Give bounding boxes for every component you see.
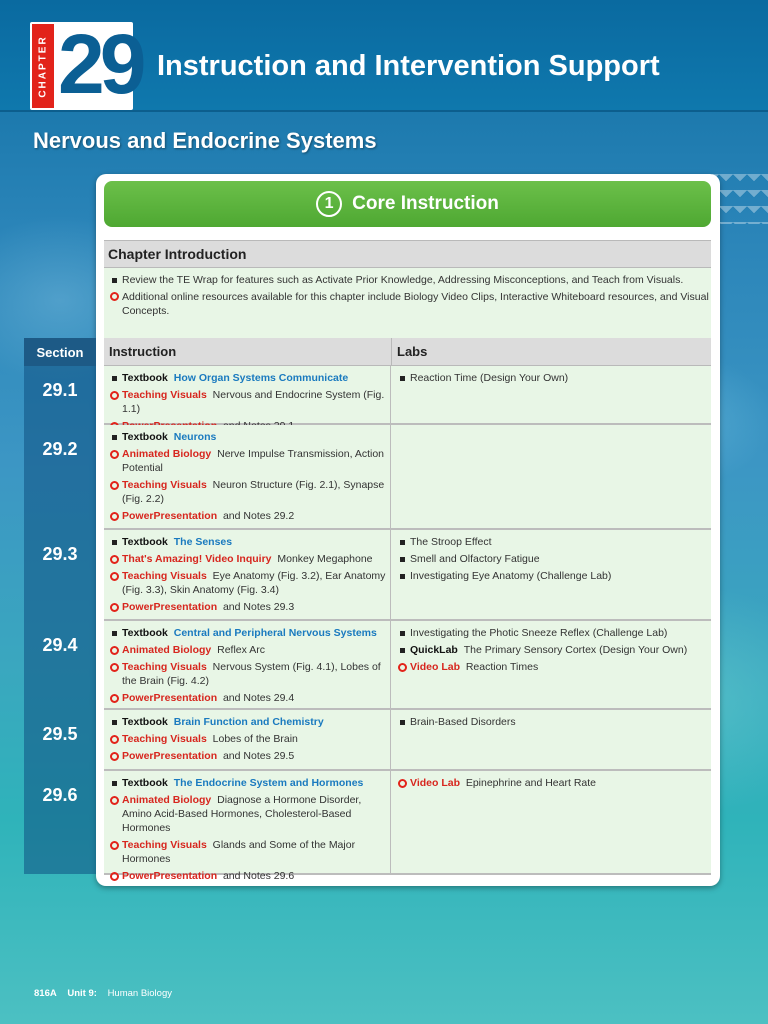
- resource-description: Brain-Based Disorders: [410, 716, 516, 728]
- lab-item: [396, 535, 711, 549]
- instruction-cell: [104, 425, 391, 528]
- online-resource-icon: [110, 872, 119, 881]
- chapter-word: CHAPTER: [37, 34, 49, 98]
- instruction-cell: [104, 771, 391, 882]
- resource-type-label: Teaching Visuals: [122, 839, 207, 851]
- lab-item: [396, 569, 711, 583]
- resource-description: Neuron Structure (Fig. 2.1), Synapse (Fig. 2.2): [122, 479, 385, 505]
- online-resource-icon: [110, 735, 119, 744]
- section-number: 29.5: [42, 724, 78, 744]
- unit-label: Unit 9:: [67, 988, 97, 999]
- labs-cell: [392, 425, 711, 528]
- resource-type-label: Teaching Visuals: [122, 479, 207, 491]
- instruction-item: [108, 660, 390, 688]
- resource-description: Investigating Eye Anatomy (Challenge Lab): [410, 570, 612, 582]
- instruction-item: [108, 569, 390, 597]
- resource-type-label: PowerPresentation: [122, 750, 218, 762]
- resource-description: Nervous and Endocrine System (Fig. 1.1): [122, 389, 385, 415]
- instruction-item: [108, 509, 390, 523]
- textbook-section-link[interactable]: The Endocrine System and Hormones: [173, 777, 364, 789]
- online-resource-icon: [110, 292, 119, 301]
- online-resource-icon: [110, 663, 119, 672]
- resource-description: Monkey Megaphone: [277, 553, 373, 565]
- section-number: 29.3: [42, 544, 78, 564]
- resource-type-label: Textbook: [122, 777, 168, 789]
- online-resource-icon: [110, 391, 119, 400]
- instruction-item: [108, 388, 390, 416]
- instruction-item: [108, 838, 390, 866]
- square-bullet-icon: [400, 557, 405, 562]
- resource-type-label: Animated Biology: [122, 644, 212, 656]
- textbook-section-link[interactable]: The Senses: [173, 536, 233, 548]
- instruction-column-header: Instruction: [104, 338, 392, 366]
- instruction-cell: [104, 621, 391, 708]
- resource-description: Diagnose a Hormone Disorder, Amino Acid-Based Hormones, Cholesterol-Based Hormones: [122, 794, 362, 834]
- resource-description: Reflex Arc: [217, 644, 265, 656]
- unit-name: Human Biology: [107, 988, 172, 999]
- resource-type-label: QuickLab: [410, 644, 458, 656]
- resource-description: Glands and Some of the Major Hormones: [122, 839, 356, 865]
- section-number: 29.4: [42, 635, 78, 655]
- square-bullet-icon: [400, 574, 405, 579]
- resource-description: and Notes 29.5: [222, 750, 295, 762]
- table-row: [104, 710, 711, 771]
- page-number: 816A: [34, 988, 57, 999]
- instruction-item: [108, 869, 390, 883]
- square-bullet-icon: [112, 781, 117, 786]
- instruction-item: [108, 691, 390, 705]
- lab-item: [396, 552, 711, 566]
- lab-item: [396, 626, 711, 640]
- labs-column-header: Labs: [392, 338, 711, 366]
- square-bullet-icon: [400, 540, 405, 545]
- instruction-item: [108, 478, 390, 506]
- instruction-item: [108, 715, 390, 729]
- intro-item: Additional online resources available for this chapter include Biology Video Clips, Interactive Whiteboard resources, and Visual Concepts.: [110, 290, 711, 318]
- resource-description: The Stroop Effect: [410, 536, 492, 548]
- online-resource-icon: [110, 796, 119, 805]
- resource-description: and Notes 29.3: [222, 601, 295, 613]
- resource-type-label: PowerPresentation: [122, 870, 218, 882]
- square-bullet-icon: [400, 376, 405, 381]
- square-bullet-icon: [400, 631, 405, 636]
- table-row: [104, 425, 711, 530]
- instruction-cell: [104, 530, 391, 619]
- textbook-section-link[interactable]: Brain Function and Chemistry: [173, 716, 324, 728]
- resource-description: Nerve Impulse Transmission, Action Potential: [122, 448, 385, 474]
- chapter-word-strip: [32, 24, 54, 108]
- instruction-item: [108, 643, 390, 657]
- resource-description: and Notes 29.2: [222, 510, 295, 522]
- resource-description: Eye Anatomy (Fig. 3.2), Ear Anatomy (Fig. 3.3), Skin Anatomy (Fig. 3.4): [122, 570, 386, 596]
- instruction-item: [108, 447, 390, 475]
- resource-description: Investigating the Photic Sneeze Reflex (Challenge Lab): [410, 627, 668, 639]
- instruction-item: [108, 371, 390, 385]
- resource-description: Lobes of the Brain: [212, 733, 298, 745]
- online-resource-icon: [110, 841, 119, 850]
- table-row: [104, 771, 711, 882]
- resource-type-label: Textbook: [122, 431, 168, 443]
- resource-type-label: Animated Biology: [122, 794, 212, 806]
- resource-description: Reaction Times: [465, 661, 539, 673]
- online-resource-icon: [110, 450, 119, 459]
- instruction-cell: [104, 710, 391, 769]
- labs-cell: [392, 771, 711, 873]
- online-resource-icon: [398, 663, 407, 672]
- core-instruction-label: Core Instruction: [352, 193, 499, 214]
- online-resource-icon: [110, 512, 119, 521]
- section-number: 29.6: [42, 785, 78, 805]
- resource-type-label: Teaching Visuals: [122, 570, 207, 582]
- online-resource-icon: [110, 752, 119, 761]
- online-resource-icon: [110, 572, 119, 581]
- square-bullet-icon: [400, 648, 405, 653]
- online-resource-icon: [110, 481, 119, 490]
- section-column-header: Section: [24, 338, 96, 366]
- instruction-item: [108, 600, 390, 614]
- square-bullet-icon: [112, 631, 117, 636]
- resource-type-label: Textbook: [122, 372, 168, 384]
- chapter-introduction-body: [104, 268, 711, 338]
- table-row: [104, 530, 711, 621]
- resource-type-label: PowerPresentation: [122, 601, 218, 613]
- resource-type-label: Teaching Visuals: [122, 661, 207, 673]
- resource-type-label: Textbook: [122, 716, 168, 728]
- triangle-pattern-decoration: [712, 174, 768, 224]
- lab-item: [396, 643, 711, 657]
- lab-item: [396, 715, 711, 729]
- square-bullet-icon: [112, 720, 117, 725]
- resource-description: Epinephrine and Heart Rate: [465, 777, 596, 789]
- labs-cell: [392, 621, 711, 708]
- online-resource-icon: [110, 694, 119, 703]
- instruction-item: [108, 552, 390, 566]
- square-bullet-icon: [112, 376, 117, 381]
- textbook-section-link[interactable]: Central and Peripheral Nervous Systems: [173, 627, 377, 639]
- online-resource-icon: [398, 779, 407, 788]
- resource-description: The Primary Sensory Cortex (Design Your Own): [463, 644, 688, 656]
- labs-cell: [392, 530, 711, 619]
- labs-cell: [392, 366, 711, 423]
- resource-type-label: Animated Biology: [122, 448, 212, 460]
- table-row: [104, 621, 711, 710]
- instruction-cell: [104, 366, 391, 423]
- textbook-section-link[interactable]: Neurons: [173, 431, 217, 443]
- page-title: Instruction and Intervention Support: [157, 50, 660, 82]
- resource-type-label: Textbook: [122, 627, 168, 639]
- intro-item: Review the TE Wrap for features such as Activate Prior Knowledge, Addressing Misconceptions, and Teach from Visuals.: [110, 273, 711, 287]
- square-bullet-icon: [112, 540, 117, 545]
- resource-type-label: Video Lab: [410, 661, 460, 673]
- online-resource-icon: [110, 555, 119, 564]
- textbook-section-link[interactable]: How Organ Systems Communicate: [173, 372, 349, 384]
- resource-type-label: PowerPresentation: [122, 510, 218, 522]
- resource-description: Smell and Olfactory Fatigue: [410, 553, 540, 565]
- core-number-circle: 1: [316, 191, 342, 217]
- instruction-item: [108, 749, 390, 763]
- online-resource-icon: [110, 603, 119, 612]
- instruction-item: [108, 626, 390, 640]
- page-footer: [34, 988, 172, 999]
- section-number: 29.1: [42, 380, 78, 400]
- page-subtitle: Nervous and Endocrine Systems: [33, 128, 377, 153]
- core-instruction-banner: [104, 181, 711, 227]
- section-number: 29.2: [42, 439, 78, 459]
- resource-description: Reaction Time (Design Your Own): [410, 372, 569, 384]
- resource-description: and Notes 29.4: [222, 692, 295, 704]
- online-resource-icon: [110, 646, 119, 655]
- lab-item: [396, 776, 711, 790]
- resource-type-label: PowerPresentation: [122, 692, 218, 704]
- lab-item: [396, 660, 711, 674]
- table-row: [104, 366, 711, 425]
- square-bullet-icon: [400, 720, 405, 725]
- chapter-number: 29: [58, 17, 142, 111]
- resource-description: and Notes 29.6: [222, 870, 295, 882]
- square-bullet-icon: [112, 435, 117, 440]
- instruction-item: [108, 732, 390, 746]
- resource-type-label: Video Lab: [410, 777, 460, 789]
- chapter-introduction-heading: Chapter Introduction: [104, 240, 711, 268]
- labs-cell: [392, 710, 711, 769]
- resource-type-label: Textbook: [122, 536, 168, 548]
- resource-type-label: That's Amazing! Video Inquiry: [122, 553, 272, 565]
- instruction-item: [108, 535, 390, 549]
- instruction-item: [108, 776, 390, 790]
- instruction-item: [108, 793, 390, 835]
- square-bullet-icon: [112, 278, 117, 283]
- resource-type-label: Teaching Visuals: [122, 389, 207, 401]
- lab-item: [396, 371, 711, 385]
- resource-description: Nervous System (Fig. 4.1), Lobes of the Brain (Fig. 4.2): [122, 661, 381, 687]
- instruction-item: [108, 430, 390, 444]
- resource-type-label: Teaching Visuals: [122, 733, 207, 745]
